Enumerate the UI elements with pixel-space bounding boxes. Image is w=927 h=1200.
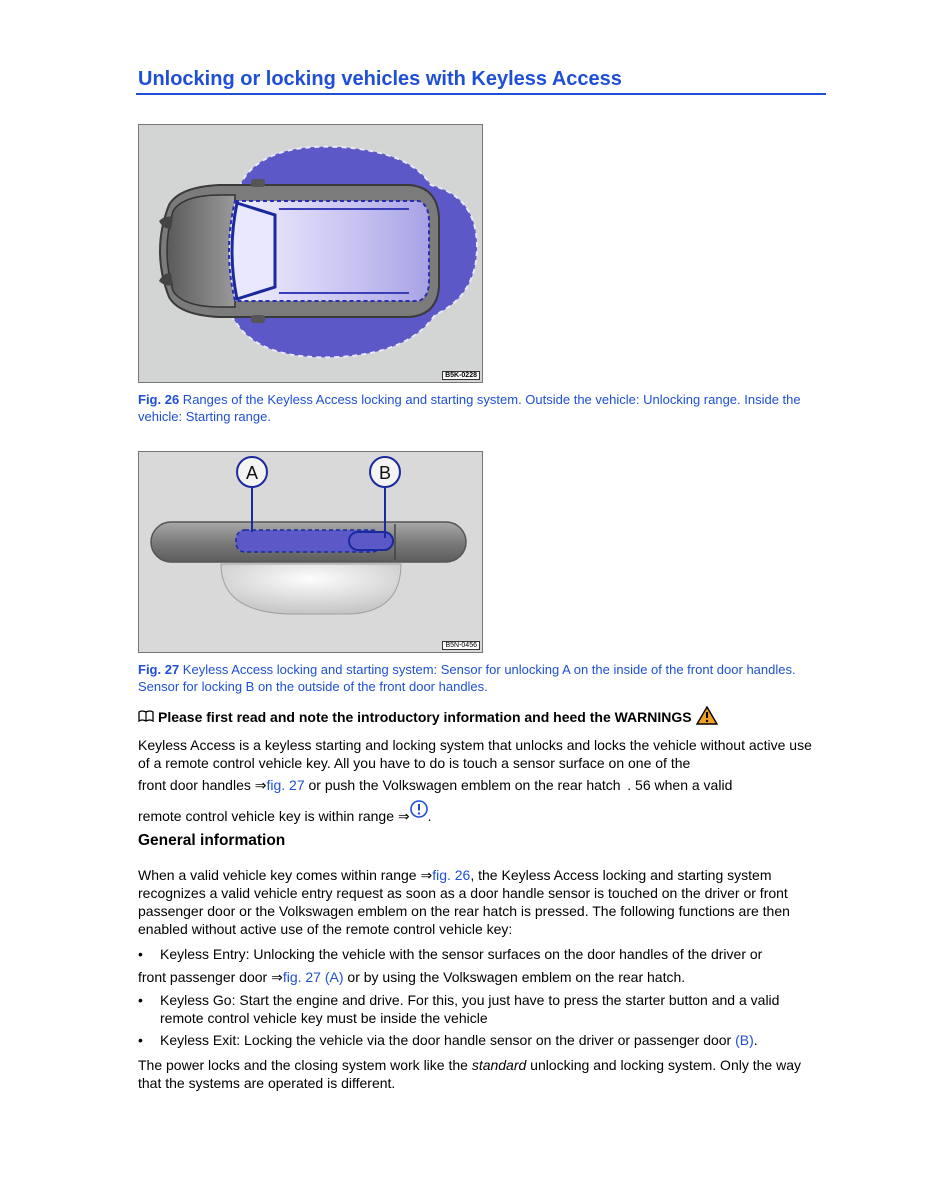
intro-paragraph-2: front door handles ⇒fig. 27 or push the Volkswagen emblem on the rear hatch . 56 when a valid bbox=[138, 777, 733, 793]
list-item: • Keyless Go: Start the engine and drive. For this, you just have to press the starter button and a valid remote control vehicle key must be inside the vehicle bbox=[138, 992, 780, 1026]
intro-heading bbox=[138, 706, 718, 728]
figure-26-caption: Fig. 26 Ranges of the Keyless Access locking and starting system. Outside the vehicle: Unlocking range. Inside the vehicle: Starting range. bbox=[138, 392, 801, 424]
warning-triangle-icon[interactable] bbox=[696, 706, 718, 728]
figure-27-caption: Fig. 27 Keyless Access locking and starting system: Sensor for unlocking A on the inside of the front door handles. Sensor for locking B on the outside of the front door handles. bbox=[138, 662, 796, 694]
title-divider bbox=[136, 93, 826, 95]
intro-paragraph-3: remote control vehicle key is within range ⇒ . bbox=[138, 800, 826, 825]
marker-a: A bbox=[245, 463, 259, 483]
page-title: Unlocking or locking vehicles with Keyless Access bbox=[138, 68, 622, 90]
fig-27-link[interactable]: fig. 27 bbox=[266, 777, 305, 793]
marker-b: B bbox=[378, 463, 392, 483]
intro-paragraph-1: Keyless Access is a keyless starting and locking system that unlocks and locks the vehicle without active use of a remote control vehicle key. All you have to do is touch a sensor surface on one of the bbox=[138, 737, 812, 771]
attention-circle-icon[interactable] bbox=[410, 800, 428, 822]
figure-26-code: B5K-0228 bbox=[442, 371, 480, 380]
list-item: • Keyless Entry: Unlocking the vehicle with the sensor surfaces on the door handles of the driver or bbox=[138, 946, 763, 962]
sensor-b-area bbox=[349, 532, 393, 550]
closing-paragraph: The power locks and the closing system work like the standard unlocking and locking system. Only the way that the systems are operated is different. bbox=[138, 1057, 801, 1091]
figure-27-code: B5N-0456 bbox=[442, 641, 480, 650]
figure-27-image bbox=[138, 451, 483, 653]
fig-27-a-link[interactable]: fig. 27 (A) bbox=[282, 969, 344, 985]
sensor-b-link[interactable]: (B) bbox=[735, 1032, 754, 1048]
list-item: • Keyless Exit: Locking the vehicle via the door handle sensor on the driver or passenger door (B). bbox=[138, 1032, 758, 1048]
general-paragraph: When a valid vehicle key comes within range ⇒fig. 26, the Keyless Access locking and starting system recognizes a valid vehicle entry request as soon as a door handle sensor is touched on the driver or front passenger door or the Volkswagen emblem on the rear hatch is pressed. The following functions are then enabled without active use of the remote control vehicle key: bbox=[138, 867, 790, 937]
fig-26-link[interactable]: fig. 26 bbox=[432, 867, 471, 883]
figure-26-image bbox=[138, 124, 483, 383]
general-information-heading: General information bbox=[138, 832, 286, 849]
list-item-continued: front passenger door ⇒fig. 27 (A) or by using the Volkswagen emblem on the rear hatch. bbox=[138, 969, 686, 985]
book-icon bbox=[138, 709, 154, 725]
intro-heading-text: Please first read and note the introductory information and heed the WARNINGS bbox=[158, 709, 692, 725]
